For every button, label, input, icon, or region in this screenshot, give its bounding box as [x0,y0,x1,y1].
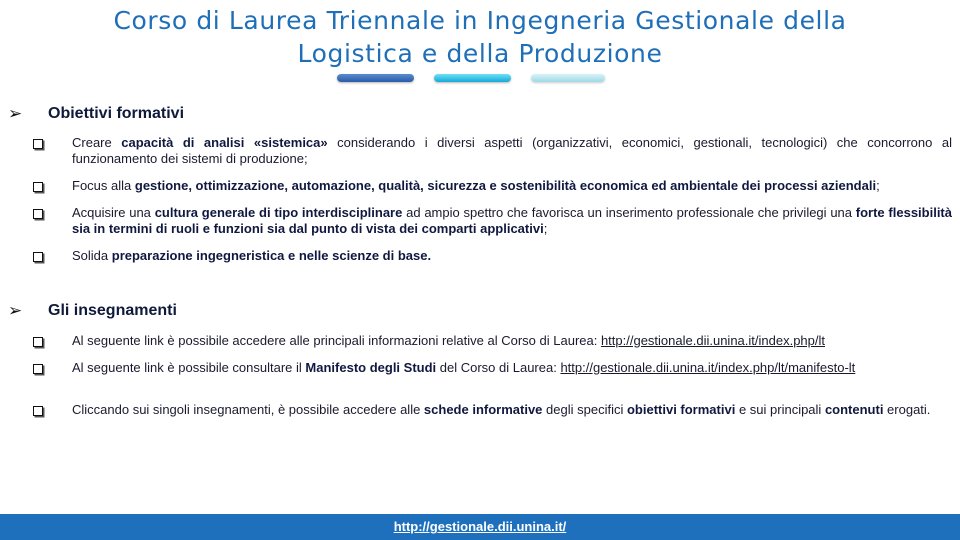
checkbox-bullet-icon [33,252,43,262]
list-item [33,248,953,264]
checkbox-bullet-icon [33,182,43,192]
section-header-obiettivi [8,104,184,124]
decorative-bar-light [531,74,605,82]
decorative-bar-dark [337,74,414,82]
list-item [33,360,953,376]
checkbox-bullet-icon [33,364,43,374]
course-info-link[interactable]: http://gestionale.dii.unina.it/index.php/lt [600,333,825,348]
section-title: Gli insegnamenti [48,302,177,319]
checkbox-bullet-icon [33,406,43,416]
section-header-insegnamenti [8,301,177,321]
list-item [33,402,953,418]
list-item-text: Al seguente link è possibile consultare il Manifesto degli Studi del Corso di Laurea: http://gestionale.dii.unina.it/index.php/lt/manifesto-lt [72,360,856,375]
arrow-bullet-icon: ➢ [8,301,23,321]
list-item-text: Cliccando sui singoli insegnamenti, è possibile accedere alle schede informative degli specifici obiettivi formativi e sui principali contenuti erogati. [72,402,931,417]
checkbox-bullet-icon [33,139,43,149]
decorative-bar-bright [434,74,511,82]
list-item [33,135,953,167]
checkbox-bullet-icon [33,209,43,219]
list-item-text: Al seguente link è possibile accedere alle principali informazioni relative al Corso di Laurea: http://gestionale.dii.unina.it/index.php/lt [72,333,825,348]
checkbox-bullet-icon [33,337,43,347]
title-line-2: Logistica e della Produzione [297,39,663,68]
list-item [33,205,953,237]
section-title: Obiettivi formativi [48,105,185,122]
page-title [0,4,960,70]
list-item-text: Solida preparazione ingegneristica e nelle scienze di base. [72,248,432,263]
list-item-text: Focus alla gestione, ottimizzazione, automazione, qualità, sicurezza e sostenibilità economica ed ambientale dei processi aziendali; [72,178,880,193]
list-item [33,333,953,349]
footer-bar [0,514,960,540]
footer-website-link[interactable]: http://gestionale.dii.unina.it/ [393,519,567,534]
list-item-text: Creare capacità di analisi «sistemica» considerando i diversi aspetti (organizzativi, economici, gestionali, tecnologici) che concorrono al funzionamento dei sistemi di produzione; [72,135,952,166]
list-item-text: Acquisire una cultura generale di tipo interdisciplinare ad ampio spettro che favorisca un inserimento professionale che privilegi una forte flessibilità sia in termini di ruoli e funzioni sia dal punto di vista dei comparti applicativi; [72,205,952,236]
title-line-1: Corso di Laurea Triennale in Ingegneria Gestionale della [113,6,847,35]
list-item [33,178,953,194]
arrow-bullet-icon: ➢ [8,104,23,124]
manifesto-link[interactable]: http://gestionale.dii.unina.it/index.php/lt/manifesto-lt [560,360,856,375]
